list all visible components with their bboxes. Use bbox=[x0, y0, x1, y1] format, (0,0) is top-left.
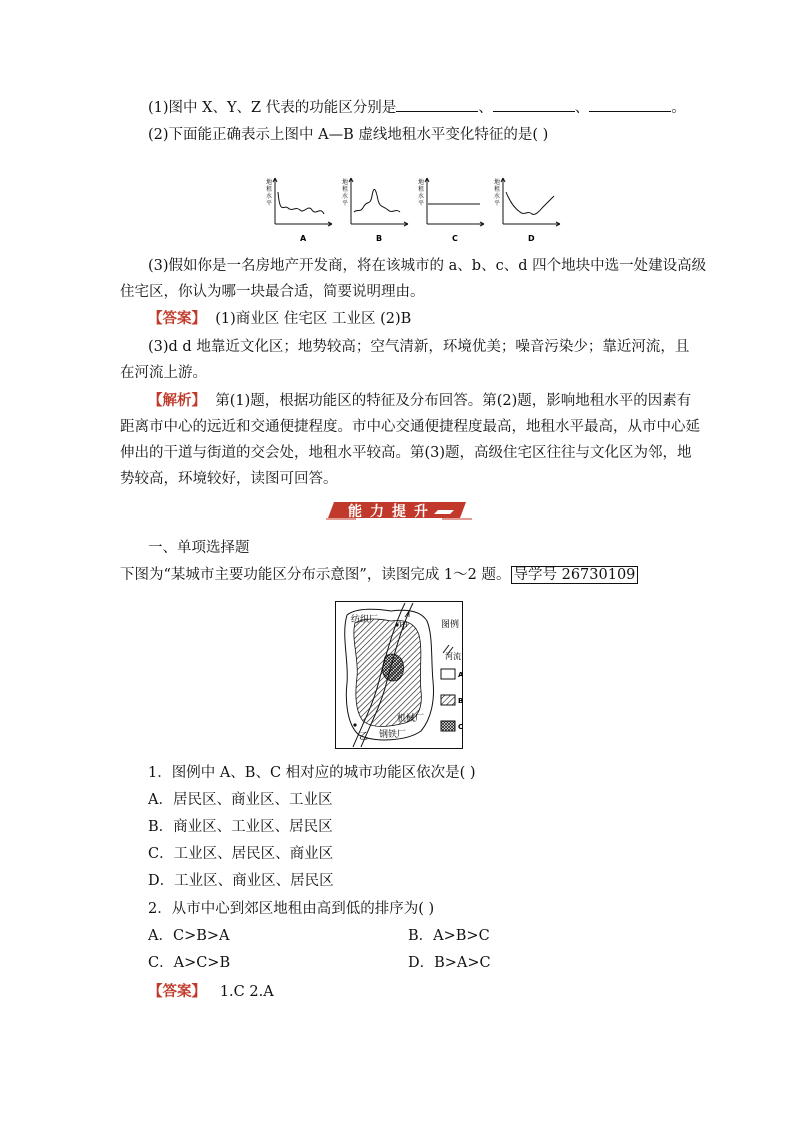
analysis-line2: 距离市中心的远近和交通便捷程度。市中心交通便捷程度最高，地租水平最高，从市中心延 bbox=[120, 419, 700, 435]
legend-c-label: C bbox=[458, 723, 463, 731]
svg-text:C: C bbox=[452, 234, 458, 243]
label-jia: 甲 bbox=[399, 622, 409, 632]
rent-graphs bbox=[262, 176, 562, 246]
mcq-2-stem: 2．从市中心到郊区地租由高到低的排序为( ) bbox=[148, 901, 435, 917]
label-steel: 钢铁厂 bbox=[379, 730, 407, 740]
point-yi bbox=[353, 723, 356, 726]
question-2: (2)下面能正确表示上图中 A—B 虚线地租水平变化特征的是( ) bbox=[148, 127, 549, 143]
answer-block-1 bbox=[148, 309, 411, 329]
question-3-line2: 住宅区，你认为哪一块最合适，简要说明理由。 bbox=[120, 284, 425, 300]
svg-text:平: 平 bbox=[494, 200, 501, 207]
mcq-1-option-a[interactable]: A．居民区、商业区、工业区 bbox=[148, 792, 333, 808]
label-yi: 乙 bbox=[359, 732, 369, 742]
answer-block-2 bbox=[148, 982, 274, 1002]
svg-text:平: 平 bbox=[266, 200, 273, 207]
section-title: 一、单项选择题 bbox=[148, 540, 250, 556]
graph-ylabel: 地 bbox=[266, 179, 273, 186]
legend-a-label: A bbox=[458, 671, 463, 679]
answer-tag: 【答案】 bbox=[148, 983, 206, 1000]
analysis-line4: 势较高，环境较好，读图可回答。 bbox=[120, 471, 338, 487]
intro-text: 下图为“某城市主要功能区分布示意图”，读图完成 1～2 题。 bbox=[120, 567, 511, 583]
svg-text:水: 水 bbox=[266, 193, 273, 200]
svg-text:平: 平 bbox=[418, 200, 425, 207]
legend-c-swatch bbox=[441, 721, 455, 731]
answer-1-line2: (3)d d 地靠近文化区；地势较高；空气清新，环境优美；噪音污染少；靠近河流，且 bbox=[148, 339, 690, 355]
answer-blank-y[interactable] bbox=[493, 97, 575, 112]
svg-text:平: 平 bbox=[342, 200, 349, 207]
legend-a-swatch bbox=[441, 669, 455, 679]
mcq-2-option-b[interactable]: B．A>B>C bbox=[408, 928, 490, 944]
mcq-2-option-c[interactable]: C．A>C>B bbox=[148, 955, 231, 971]
analysis-line1 bbox=[148, 391, 691, 411]
svg-text:B: B bbox=[376, 234, 383, 243]
mcq-1-option-c[interactable]: C．工业区、居民区、商业区 bbox=[148, 846, 334, 862]
analysis-tag: 【解析】 bbox=[148, 392, 206, 409]
analysis-text: 第(1)题，根据功能区的特征及分布回答。第(2)题，影响地租水平的因素有 bbox=[215, 393, 692, 409]
answer-text: (1)商业区 住宅区 工业区 (2)B bbox=[215, 311, 412, 327]
legend-river-label: 河流 bbox=[445, 652, 461, 661]
graph-b bbox=[342, 178, 408, 243]
svg-text:地: 地 bbox=[342, 179, 349, 186]
legend-b-swatch bbox=[441, 695, 455, 705]
mcq-1-option-b[interactable]: B．商业区、工业区、居民区 bbox=[148, 819, 333, 835]
section-banner bbox=[326, 500, 472, 520]
guide-code[interactable]: 导学号 26730109 bbox=[511, 566, 639, 584]
period: 。 bbox=[671, 100, 686, 116]
answer-tag: 【答案】 bbox=[148, 310, 206, 327]
svg-text:水: 水 bbox=[342, 193, 349, 200]
question-3-line1: (3)假如你是一名房地产开发商，将在该城市的 a、b、c、d 四个地块中选一处建设高级 bbox=[148, 258, 707, 274]
legend-b-label: B bbox=[458, 697, 463, 705]
label-textile: 纺织厂 bbox=[351, 615, 379, 625]
answer-blank-z[interactable] bbox=[589, 97, 671, 112]
graph-d bbox=[494, 178, 560, 243]
analysis-line3: 伸出的干道与街道的交会处，地租水平较高。第(3)题，高级住宅区往往与文化区为邻，地 bbox=[120, 445, 692, 461]
svg-text:租: 租 bbox=[266, 186, 273, 193]
svg-text:租: 租 bbox=[494, 186, 501, 193]
legend-title: 图例 bbox=[441, 620, 460, 630]
separator: 、 bbox=[574, 100, 590, 116]
mcq-1-option-d[interactable]: D．工业区、商业区、居民区 bbox=[148, 873, 334, 889]
separator: 、 bbox=[478, 100, 493, 116]
svg-text:D: D bbox=[528, 234, 535, 243]
answer-blank-x[interactable] bbox=[396, 97, 478, 112]
svg-text:租: 租 bbox=[342, 186, 349, 193]
city-function-map bbox=[335, 601, 463, 749]
graph-label: A bbox=[300, 234, 307, 243]
svg-text:地: 地 bbox=[418, 179, 425, 186]
graph-c bbox=[418, 178, 484, 243]
svg-text:水: 水 bbox=[418, 193, 425, 200]
question-1 bbox=[148, 97, 686, 118]
svg-text:水: 水 bbox=[494, 193, 501, 200]
label-machinery: 机械厂 bbox=[397, 714, 425, 724]
svg-text:租: 租 bbox=[418, 186, 425, 193]
svg-text:地: 地 bbox=[494, 179, 501, 186]
answer-1-line3: 在河流上游。 bbox=[120, 365, 207, 381]
mcq-2-option-a[interactable]: A．C>B>A bbox=[148, 928, 230, 944]
mcq-2-option-d[interactable]: D．B>A>C bbox=[408, 955, 491, 971]
mcq-1-stem: 1．图例中 A、B、C 相对应的城市功能区依次是( ) bbox=[148, 765, 476, 781]
question-1-text: (1)图中 X、Y、Z 代表的功能区分别是 bbox=[148, 100, 397, 116]
graph-a bbox=[266, 178, 332, 243]
intro bbox=[120, 565, 638, 585]
banner-title: 能力提升 bbox=[348, 504, 436, 520]
answer-text: 1.C 2.A bbox=[219, 984, 274, 1000]
